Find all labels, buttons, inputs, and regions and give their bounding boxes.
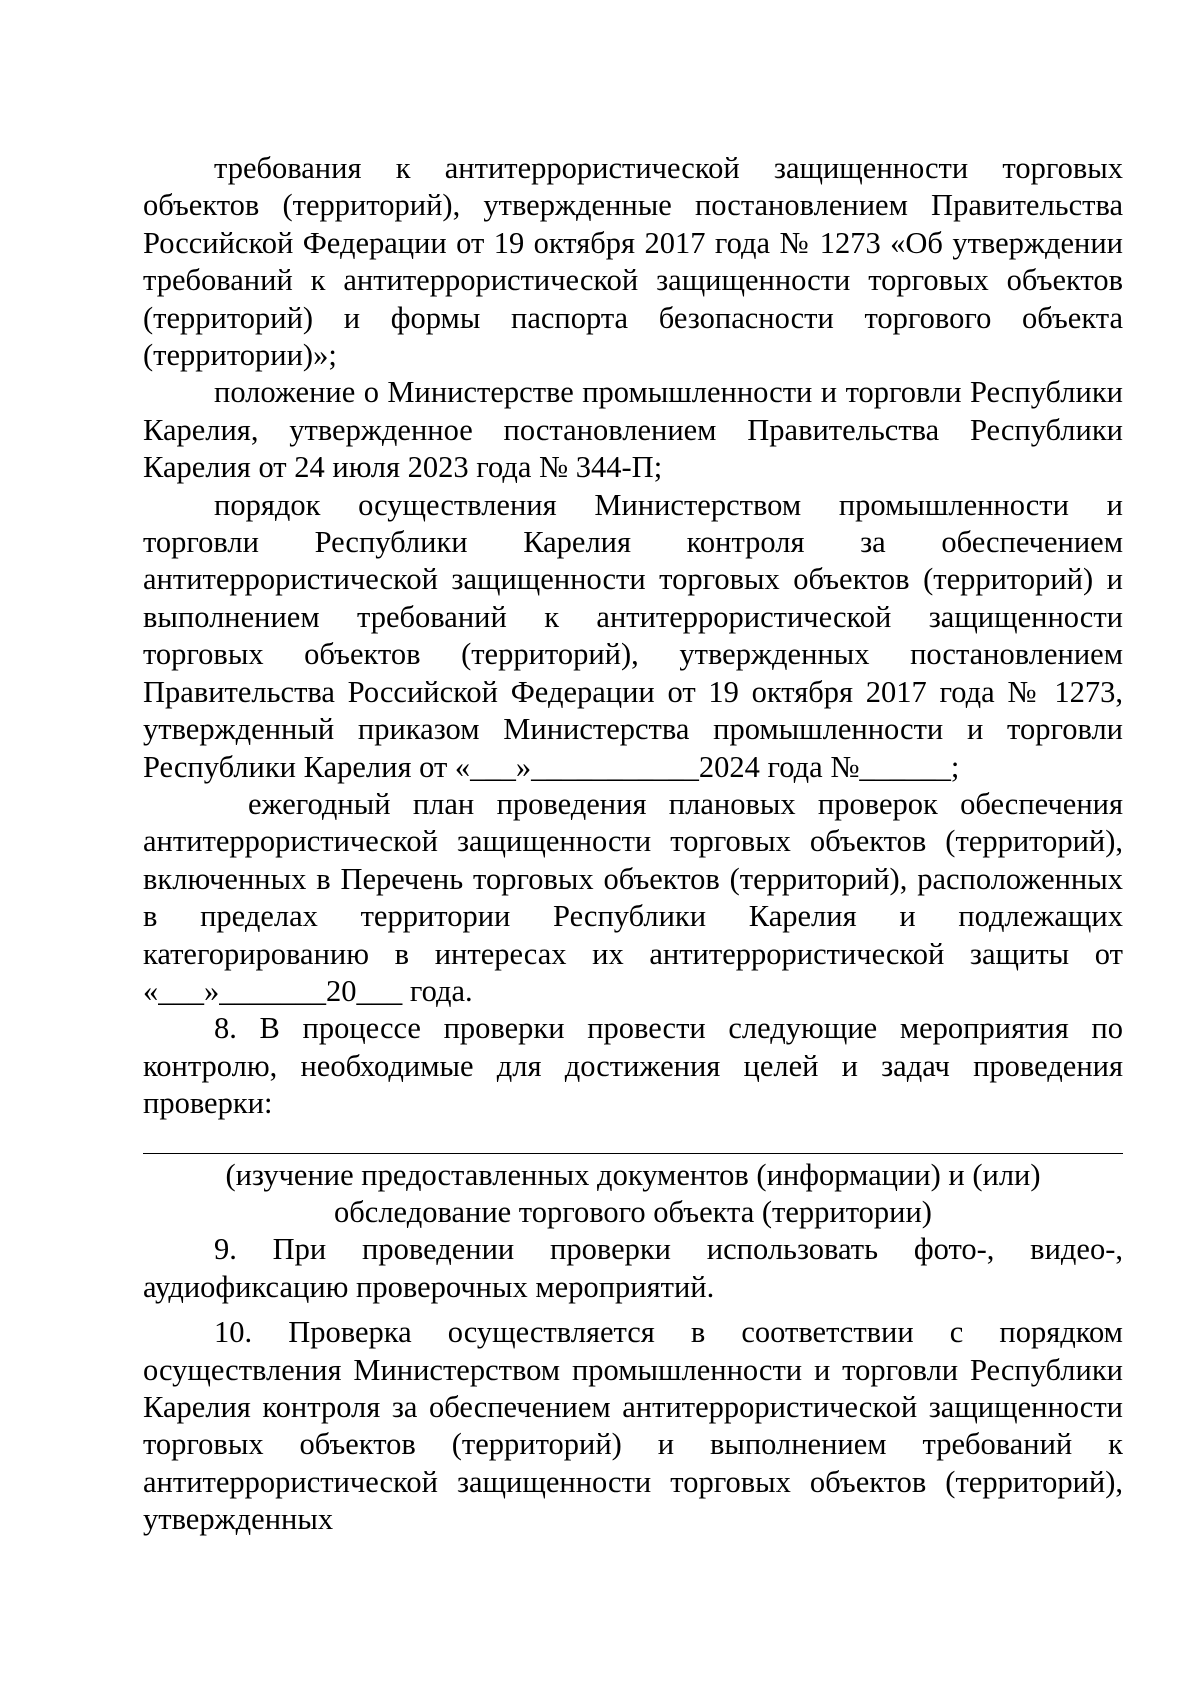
paragraph-item-9: 9. При проведении проверки использовать фото-, видео-, аудиофиксацию проверочных мероприятий.: [143, 1232, 1123, 1304]
paragraph-regulation: положение о Министерстве промышленности и торговли Республики Карелия, утвержденное постановлением Правительства Республики Карелия от 24 июля 2023 года № 344-П;: [143, 375, 1123, 485]
paragraph-requirements: требования к антитеррористической защищенности торговых объектов (территорий), утвержденные постановлением Правительства Российской Федерации от 19 октября 2017 года № 1273 «Об утверждении требований к антитеррористической защищенности торговых объектов (территорий) и формы паспорта безопасности торгового объекта (территории)»;: [143, 151, 1123, 373]
paragraph-item-8: 8. В процессе проверки провести следующие мероприятия по контролю, необходимые для достижения целей и задач проведения проверки:: [143, 1011, 1123, 1121]
paragraph-annual-plan: ежегодный план проведения плановых проверок обеспечения антитеррористической защищенности торговых объектов (территорий), включенных в Перечень торговых объектов (территорий), расположенных в пределах территории Республики Карелия и подлежащих категорированию в интересах их антитеррористической защиты от «___»_______20___ года.: [143, 786, 1123, 1008]
paragraph-item-10: 10. Проверка осуществляется в соответствии с порядком осуществления Министерством промышленности и торговли Республики Карелия контроля за обеспечением антитеррористической защищенности торговых объектов (территорий) и выполнением требований к антитеррористической защищенности торговых объектов (территорий), утвержденных: [143, 1315, 1123, 1537]
document-page: [143, 150, 1123, 1539]
paragraph-control-procedure: порядок осуществления Министерством промышленности и торговли Республики Карелия контроля за обеспечением антитеррористической защищенности торговых объектов (территорий) и выполнением требований к антитеррористической защищенности торговых объектов (территорий), утвержденных постановлением Правительства Российской Федерации от 19 октября 2017 года № 1273, утвержденный приказом Министерства промышленности и торговли Республики Карелия от «___»___________2024 года №______;: [143, 487, 1123, 784]
footnote-line-1: (изучение предоставленных документов (информации) и (или): [225, 1157, 1041, 1192]
footnote-line-2: обследование торгового объекта (территории): [334, 1194, 932, 1229]
fill-in-line: [143, 1153, 1123, 1154]
